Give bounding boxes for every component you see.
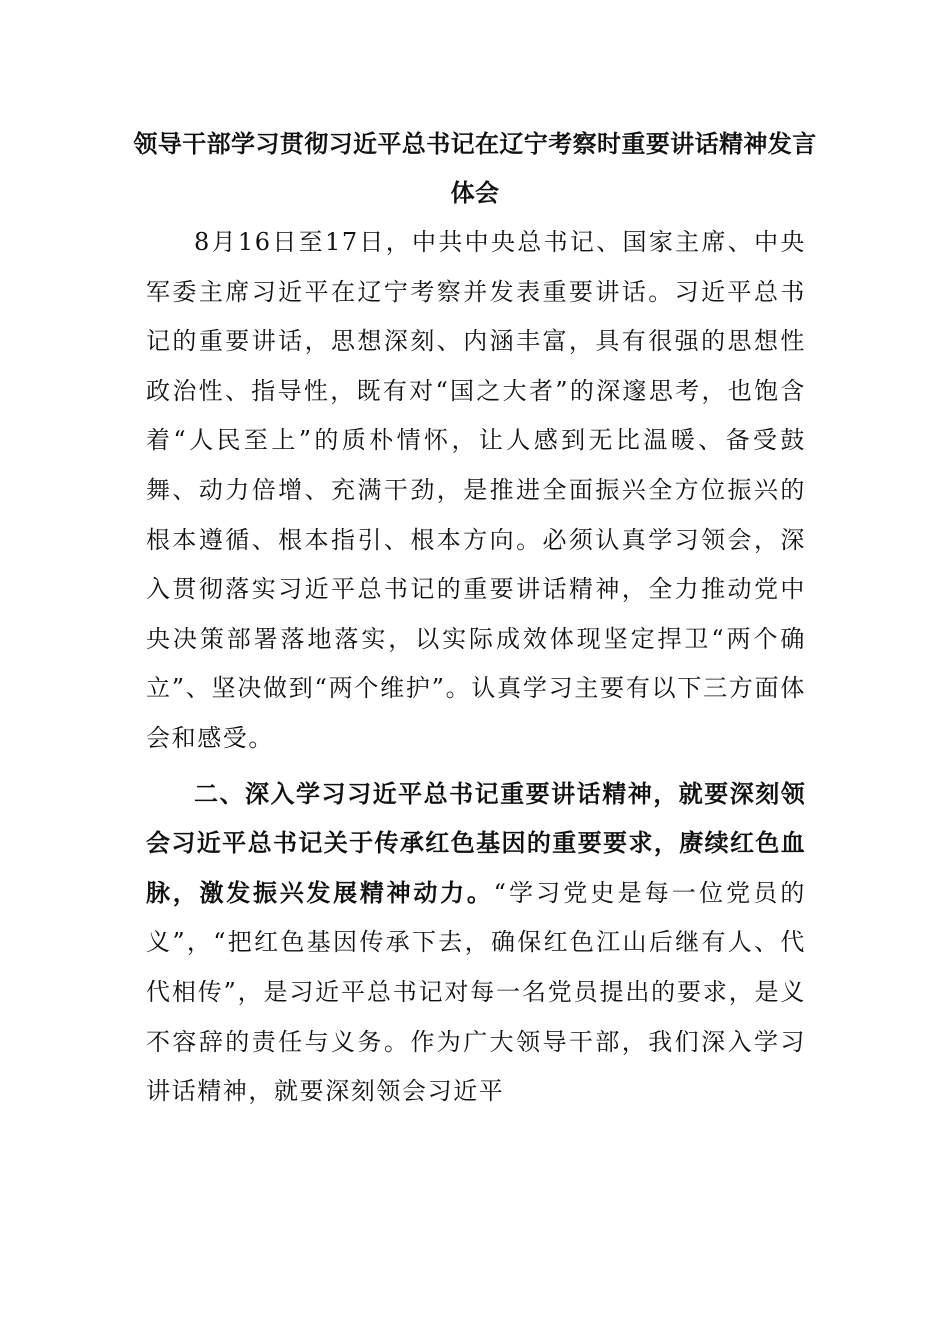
document-page xyxy=(133,120,817,1117)
paragraph-intro xyxy=(146,218,806,764)
document-title: 领导干部学习贯彻习近平总书记在辽宁考察时重要讲话精神发言体会 xyxy=(133,130,817,207)
section-two-heading: 二、深入学习习近平总书记重要讲话精神，就要深刻领会习近平总书记关于传承红色基因的重要要求，赓续红色血脉，激发振兴发展精神动力。 xyxy=(146,779,806,907)
section-two-body: “学习党史是每一位党员的义”，“把红色基因传承下去，确保红色江山后继有人、代代相传”，是习近平总书记对每一名党员提出的要求，是义不容辞的责任与义务。作为广大领导干部，我们深入学习讲话精神，就要深刻领会习近平 xyxy=(146,878,807,1106)
paragraph-intro-text: 8月16日至17日，中共中央总书记、国家主席、中央军委主席习近平在辽宁考察并发表重要讲话。习近平总书记的重要讲话，思想深刻、内涵丰富，具有很强的思想性政治性、指导性，既有对“国之大者”的深邃思考，也饱含着“人民至上”的质朴情怀，让人感到无比温暖、备受鼓舞、动力倍增、充满干劲，是推进全面振兴全方位振兴的根本遵循、根本指引、根本方向。必须认真学习领会，深入贯彻落实习近平总书记的重要讲话精神，全力推动党中央决策部署落地落实，以实际成效体现坚定捍卫“两个确立”、坚决做到“两个维护”。认真学习主要有以下三方面体会和感受。 xyxy=(146,228,806,752)
paragraph-section-two xyxy=(146,770,806,1117)
